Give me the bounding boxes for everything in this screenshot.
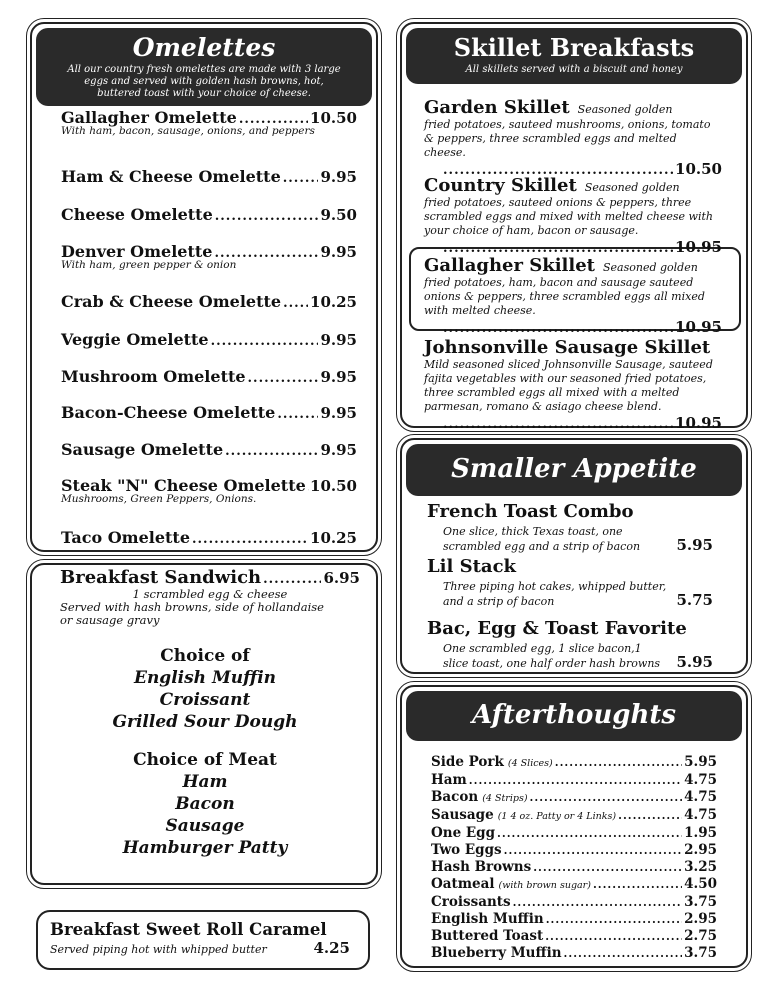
omelette-price: 9.95 [320,168,357,186]
omelette-item [61,476,357,506]
afterthought-price: 3.25 [684,859,717,875]
skillet-lead: Seasoned golden [603,261,698,274]
omelette-row [61,440,357,459]
afterthought-price: 5.95 [684,754,717,770]
omelette-name: Gallagher Omelette [61,108,237,127]
omelette-price: 9.95 [320,243,357,261]
afterthought-note: (4 Slices) [507,758,553,769]
meat-option: Sausage [165,816,245,836]
omelette-row [61,167,357,186]
omelette-item [61,528,357,547]
smaller-price: 5.95 [676,653,713,671]
omelette-price: 10.50 [310,109,357,127]
afterthought-price: 3.75 [684,945,717,961]
sandwich-price: 6.95 [323,569,360,587]
bread-option: Grilled Sour Dough [112,712,298,732]
skillet-item [424,97,722,178]
omelettes-subtitle: All our country fresh omelettes are made with 3 large eggs and served with golden hash browns, hot, buttered toast with your choice of cheese. [67,64,341,99]
leader-dots [192,532,308,547]
smaller-item [427,555,717,609]
afterthought-price: 4.75 [684,789,717,805]
afterthought-item [431,754,717,772]
afterthought-price: 2.75 [684,928,717,944]
smaller-item [427,617,717,671]
afterthought-name: Buttered Toast [431,928,544,944]
meat-option: Hamburger Patty [122,838,288,858]
leader-dots [225,444,318,459]
meat-option: Ham [182,772,228,792]
omelette-price: 10.25 [310,293,357,311]
afterthought-item [431,876,717,894]
skillet-head [424,255,722,276]
smaller-price: 5.75 [676,591,713,609]
afterthought-name: Ham [431,772,467,788]
skillet-item [424,255,722,336]
bread-option: Croissant [159,690,251,710]
smaller-price: 5.95 [676,536,713,554]
leader-dots [593,876,682,893]
omelette-row [61,403,357,422]
smaller-body [427,524,717,554]
omelette-name: Steak "N" Cheese Omelette [61,476,306,495]
afterthought-price: 4.50 [684,876,717,892]
afterthought-name: Sausage [431,807,494,823]
leader-dots [497,825,682,842]
omelette-price: 9.95 [320,368,357,386]
sandwich-line1: 1 scrambled egg & cheese [132,587,288,601]
afterthoughts-banner [406,691,742,741]
skillet-price-row [424,414,722,432]
skillet-price-row [424,318,722,336]
leader-dots [533,859,682,876]
skillet-price-row [424,238,722,256]
skillet-lead: Seasoned golden [577,103,673,116]
omelette-item [61,205,357,224]
sweetroll-desc: Served piping hot with whipped butter [50,943,267,956]
afterthought-item [431,772,717,789]
bread-option: English Muffin [133,668,277,688]
smaller-name: French Toast Combo [427,501,634,522]
sandwich-line2: Served with hash browns, side of hollandaise or sausage gravy [60,600,324,627]
smaller-name: Lil Stack [427,556,517,577]
leader-dots [443,321,673,336]
afterthought-item [431,911,717,928]
afterthought-name: Two Eggs [431,842,502,858]
smaller-desc: One scrambled egg, 1 slice bacon,1 slice toast, one half order hash browns [443,642,661,670]
skillet-desc: fried potatoes, sauteed onions & peppers, three scrambled eggs and mixed with melted cheese with your choice of ham, bacon or sausage. [424,196,713,237]
afterthought-price: 4.75 [684,772,717,788]
omelette-item [61,367,357,386]
afterthought-name: Hash Browns [431,859,532,875]
afterthought-item [431,894,717,911]
skillet-name: Gallagher Skillet [424,255,595,276]
omelette-desc: Mushrooms, Green Peppers, Onions. [61,493,257,505]
skillet-desc: Mild seasoned sliced Johnsonville Sausage, sauteed fajita vegetables with our seasoned fried potatoes, three scrambled eggs all mixed with a melted parmesan, romano & asiago cheese blend. [424,358,713,413]
omelette-price: 9.95 [320,441,357,459]
omelette-name: Mushroom Omelette [61,367,246,386]
leader-dots [469,772,682,789]
leader-dots [211,334,319,349]
choice-of-heading: Choice of [160,646,250,666]
omelette-item [61,108,357,138]
leader-dots [443,417,673,432]
leader-dots [530,789,683,806]
afterthought-name: Croissants [431,894,511,910]
afterthought-note: (with brown sugar) [498,880,591,891]
skillet-item [424,337,722,432]
skillet-item [424,175,722,256]
omelette-row [61,292,357,311]
omelette-name: Crab & Cheese Omelette [61,292,282,311]
leader-dots [283,296,308,311]
skillet-price: 10.50 [675,160,722,178]
skillets-banner [406,28,742,84]
afterthought-price: 2.95 [684,911,717,927]
afterthought-price: 1.95 [684,825,717,841]
afterthought-price: 4.75 [684,807,717,823]
omelette-name: Denver Omelette [61,242,213,261]
omelettes-title: Omelettes [132,33,276,62]
omelette-name: Taco Omelette [61,528,190,547]
leader-dots [618,807,682,824]
afterthought-name: Oatmeal [431,876,495,892]
leader-dots [555,754,682,771]
afterthought-note: (4 Strips) [482,793,528,804]
leader-dots [248,371,319,386]
smaller-name: Bac, Egg & Toast Favorite [427,618,687,639]
afterthought-name: Bacon [431,789,479,805]
omelette-price: 10.50 [310,477,357,495]
leader-dots [215,209,319,224]
omelette-price: 10.25 [310,529,357,547]
afterthought-item [431,789,717,807]
skillet-desc: fried potatoes, ham, bacon and sausage sauteed onions & peppers, three scrambled eggs all mixed with melted cheese. [424,276,705,317]
skillet-price: 10.95 [675,414,722,432]
afterthought-item [431,928,717,945]
omelette-name: Ham & Cheese Omelette [61,167,281,186]
leader-dots [283,171,319,186]
skillet-desc: fried potatoes, sauteed mushrooms, onions, tomato & peppers, three scrambled eggs and melted cheese. [424,118,711,159]
omelette-row [61,367,357,386]
omelette-price: 9.95 [320,404,357,422]
afterthought-item [431,859,717,876]
leader-dots [546,911,682,928]
meat-option: Bacon [175,794,235,814]
afterthoughts-title: Afterthoughts [471,700,677,730]
skillet-name: Country Skillet [424,175,577,196]
omelette-price: 9.95 [320,331,357,349]
omelette-item [61,440,357,459]
afterthought-note: (1 4 oz. Patty or 4 Links) [497,811,617,822]
omelette-row [61,205,357,224]
sweetroll-price: 4.25 [313,939,350,957]
leader-dots [545,928,682,945]
smaller-body [427,641,717,671]
omelette-desc: With ham, green pepper & onion [61,259,237,271]
skillet-head [424,337,722,358]
afterthought-item [431,842,717,859]
afterthought-item [431,825,717,842]
omelette-row [61,330,357,349]
leader-dots [504,842,682,859]
omelette-price: 9.50 [320,206,357,224]
omelette-desc: With ham, bacon, sausage, onions, and peppers [61,125,315,137]
afterthought-name: Blueberry Muffin [431,945,562,961]
omelette-item [61,403,357,422]
skillet-head [424,175,722,196]
afterthought-price: 2.95 [684,842,717,858]
skillet-head [424,97,722,118]
smaller-item [427,500,717,554]
omelette-item [61,167,357,186]
smaller-title: Smaller Appetite [451,454,697,484]
afterthought-price: 3.75 [684,894,717,910]
smaller-banner [406,444,742,496]
smaller-body [427,579,717,609]
leader-dots [564,945,683,962]
afterthought-item [431,807,717,825]
leader-dots [513,894,683,911]
smaller-desc: One slice, thick Texas toast, one scrambled egg and a strip of bacon [443,525,641,553]
afterthoughts-list [431,754,717,962]
omelette-name: Cheese Omelette [61,205,213,224]
omelette-item [61,330,357,349]
skillet-lead: Seasoned golden [584,181,680,194]
skillet-name: Garden Skillet [424,97,570,118]
omelette-name: Bacon-Cheese Omelette [61,403,276,422]
omelette-item [61,242,357,272]
afterthought-name: English Muffin [431,911,544,927]
omelette-item [61,292,357,311]
leader-dots [277,407,318,422]
afterthought-item [431,945,717,962]
afterthought-name: One Egg [431,825,496,841]
leader-dots [263,572,321,587]
afterthought-name: Side Pork [431,754,504,770]
choice-of-meat-heading: Choice of Meat [133,750,277,770]
omelette-name: Veggie Omelette [61,330,209,349]
smaller-desc: Three piping hot cakes, whipped butter, and a strip of bacon [443,580,667,608]
skillets-subtitle: All skillets served with a biscuit and honey [465,64,683,75]
skillet-name: Johnsonville Sausage Skillet [424,337,711,358]
omelette-row [61,528,357,547]
sandwich-name: Breakfast Sandwich [60,567,262,588]
omelettes-banner [36,28,372,106]
skillet-price: 10.95 [675,318,722,336]
leader-dots [443,241,673,256]
sweetroll-name: Breakfast Sweet Roll Caramel [50,920,327,939]
skillets-title: Skillet Breakfasts [453,33,695,62]
skillet-price: 10.95 [675,238,722,256]
omelette-name: Sausage Omelette [61,440,224,459]
